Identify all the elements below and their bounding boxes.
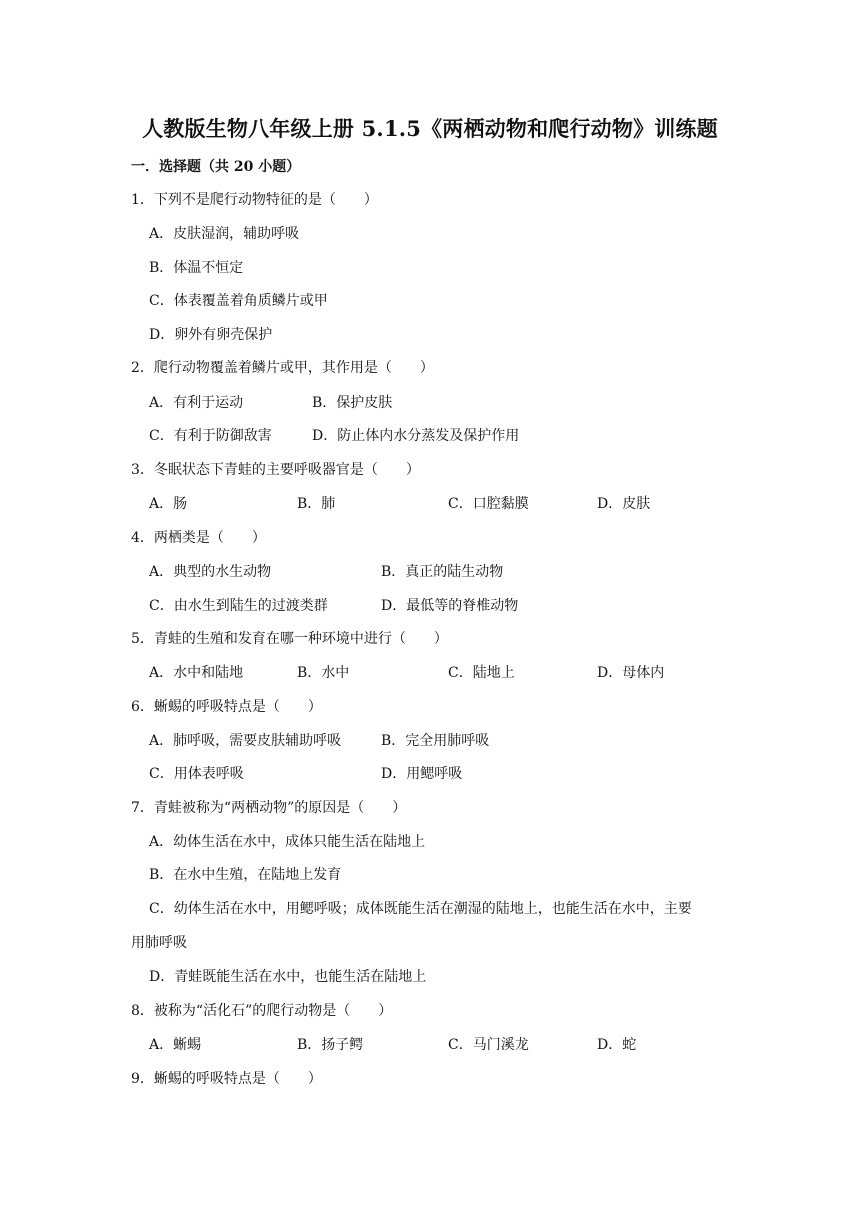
option: A．肺呼吸，需要皮肤辅助呼吸 [149, 733, 342, 749]
question-stem: 5．青蛙的生殖和发育在哪一种环境中进行（ ） [131, 631, 448, 647]
option: B．肺 [297, 496, 336, 512]
question-stem: 7．青蛙被称为“两栖动物”的原因是（ ） [131, 800, 407, 816]
option: D．卵外有卵壳保护 [149, 327, 273, 343]
option: D．皮肤 [597, 496, 651, 512]
option: C．幼体生活在水中，用鳃呼吸；成体既能生活在潮湿的陆地上，也能生活在水中，主要 [149, 901, 692, 917]
option: C．有利于防御敌害 [149, 428, 272, 444]
question-stem: 6．蜥蜴的呼吸特点是（ ） [131, 699, 322, 715]
question-stem: 2．爬行动物覆盖着鳞片或甲，其作用是（ ） [131, 360, 434, 376]
option: B．体温不恒定 [149, 260, 244, 276]
question-stem: 8．被称为“活化石”的爬行动物是（ ） [131, 1003, 393, 1019]
question-stem: 9．蜥蜴的呼吸特点是（ ） [131, 1071, 322, 1087]
section-heading: 一．选择题（共 20 小题） [131, 159, 301, 175]
question-stem: 4．两栖类是（ ） [131, 530, 266, 546]
option: B．在水中生殖，在陆地上发育 [149, 867, 342, 883]
page-title: 人教版生物八年级上册 5.1.5《两栖动物和爬行动物》训练题 [142, 116, 718, 141]
option: B．扬子鳄 [297, 1037, 364, 1053]
option: C．口腔黏膜 [448, 496, 529, 512]
question-stem: 3．冬眠状态下青蛙的主要呼吸器官是（ ） [131, 462, 420, 478]
option: C．由水生到陆生的过渡类群 [149, 598, 328, 614]
option: B．水中 [297, 665, 350, 681]
option: A．皮肤湿润，辅助呼吸 [149, 226, 300, 242]
option: C．体表覆盖着角质鳞片或甲 [149, 293, 328, 309]
option: D．最低等的脊椎动物 [381, 598, 519, 614]
option: A．有利于运动 [149, 395, 244, 411]
option: A．幼体生活在水中，成体只能生活在陆地上 [149, 834, 426, 850]
question-stem: 1．下列不是爬行动物特征的是（ ） [131, 192, 378, 208]
option: D．防止体内水分蒸发及保护作用 [312, 428, 520, 444]
option: B．完全用肺呼吸 [381, 733, 490, 749]
option: D．用鳃呼吸 [381, 766, 463, 782]
option: C．用体表呼吸 [149, 766, 244, 782]
option: A．典型的水生动物 [149, 564, 272, 580]
option: B．真正的陆生动物 [381, 564, 504, 580]
option: A．水中和陆地 [149, 665, 244, 681]
option-continuation: 用肺呼吸 [131, 935, 187, 951]
option: C．马门溪龙 [448, 1037, 529, 1053]
option: B．保护皮肤 [312, 395, 393, 411]
option: D．母体内 [597, 665, 665, 681]
option: C．陆地上 [448, 665, 515, 681]
option: D．青蛙既能生活在水中，也能生活在陆地上 [149, 969, 427, 985]
option: A．蜥蜴 [149, 1037, 202, 1053]
option: D．蛇 [597, 1037, 637, 1053]
option: A．肠 [149, 496, 188, 512]
